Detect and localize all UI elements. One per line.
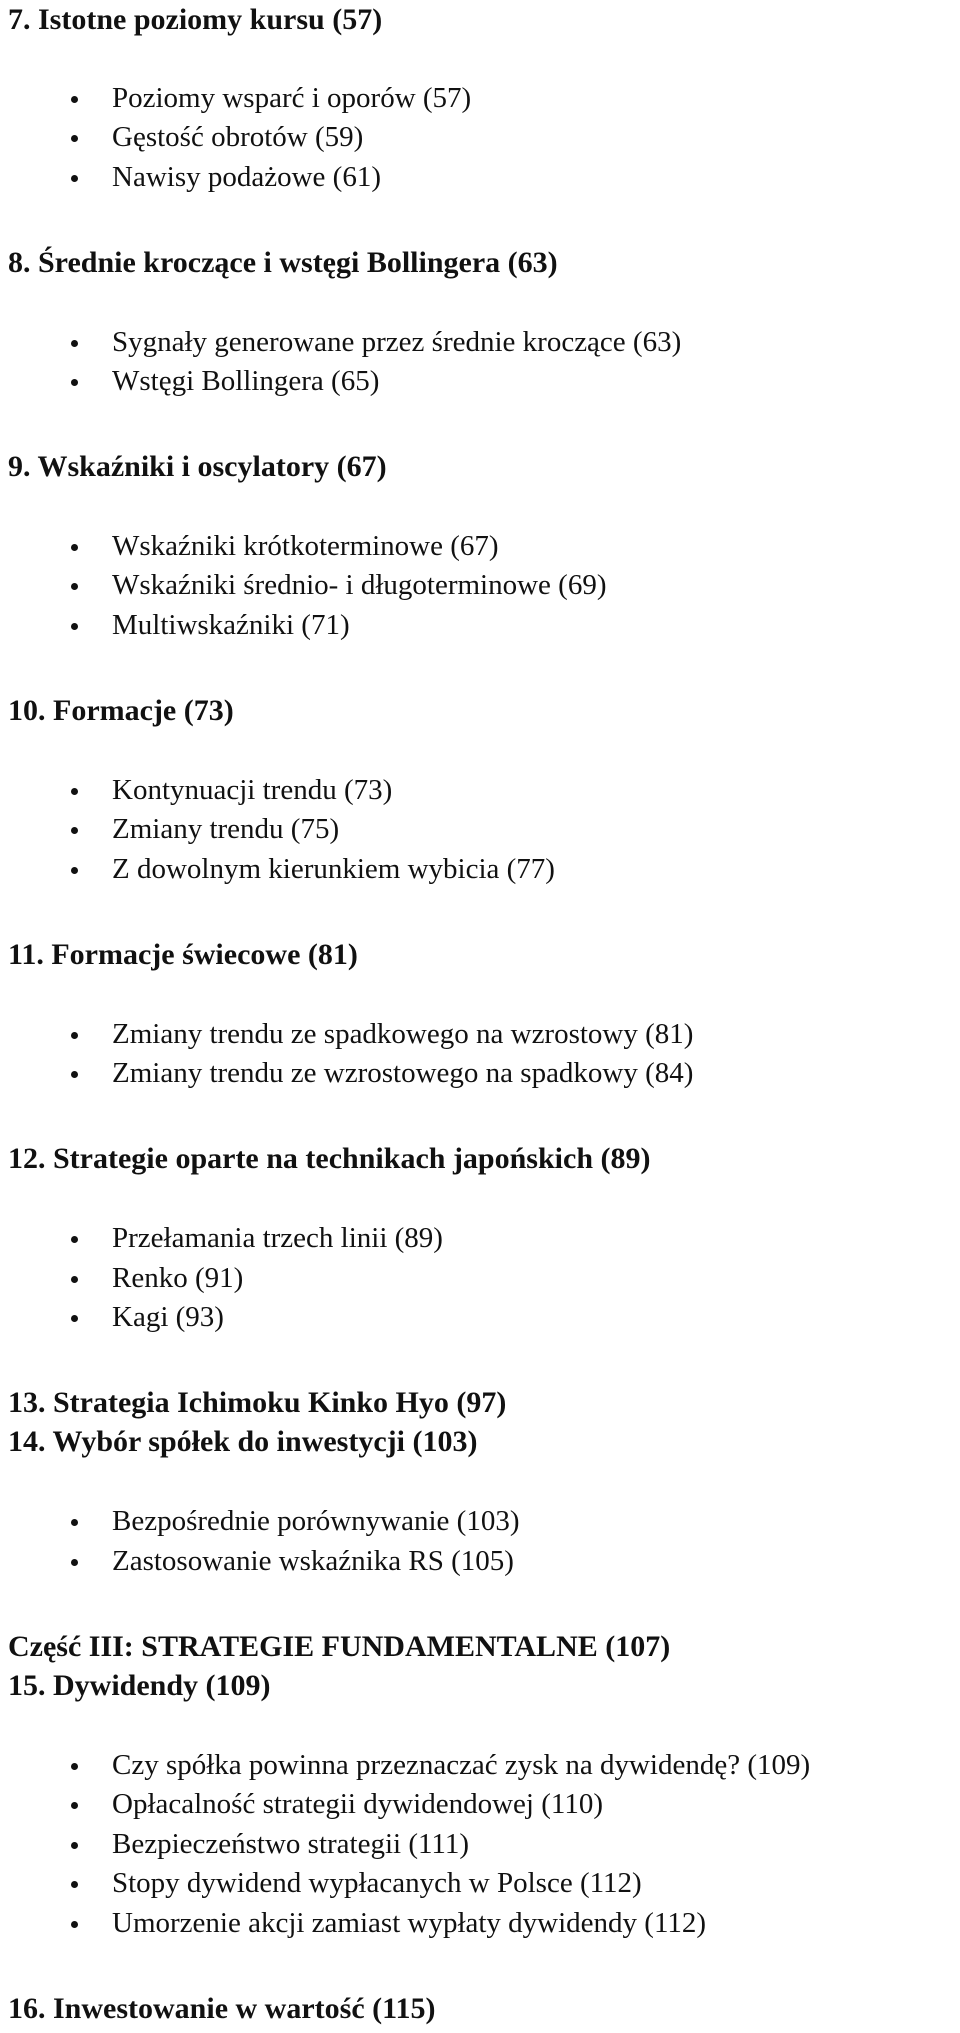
- list-item: Wskaźniki krótkoterminowe (67): [8, 526, 499, 566]
- chapter-heading: 12. Strategie oparte na technikach japońskich (89): [8, 1142, 651, 1175]
- list-item: Z dowolnym kierunkiem wybicia (77): [8, 849, 555, 889]
- list-item: Opłacalność strategii dywidendowej (110): [8, 1784, 603, 1824]
- list-item: Zastosowanie wskaźnika RS (105): [8, 1541, 514, 1581]
- list-item: Renko (91): [8, 1258, 243, 1298]
- list-item: Kontynuacji trendu (73): [8, 770, 392, 810]
- chapter-heading: 9. Wskaźniki i oscylatory (67): [8, 450, 387, 483]
- list-item: Wskaźniki średnio- i długoterminowe (69): [8, 565, 607, 605]
- chapter-heading: 11. Formacje świecowe (81): [8, 938, 358, 971]
- list-item: Bezpośrednie porównywanie (103): [8, 1501, 520, 1541]
- list-item: Nawisy podażowe (61): [8, 157, 381, 197]
- chapter-heading: Część III: STRATEGIE FUNDAMENTALNE (107): [8, 1630, 671, 1663]
- list-item: Zmiany trendu ze spadkowego na wzrostowy (81): [8, 1014, 693, 1054]
- list-item: Multiwskaźniki (71): [8, 605, 350, 645]
- chapter-heading: 16. Inwestowanie w wartość (115): [8, 1992, 436, 2025]
- chapter-heading: 10. Formacje (73): [8, 694, 234, 727]
- list-item: Poziomy wsparć i oporów (57): [8, 78, 471, 118]
- chapter-heading: 8. Średnie kroczące i wstęgi Bollingera (63): [8, 246, 558, 279]
- list-item: Zmiany trendu ze wzrostowego na spadkowy (84): [8, 1053, 693, 1093]
- list-item: Wstęgi Bollingera (65): [8, 361, 379, 401]
- chapter-heading: 7. Istotne poziomy kursu (57): [8, 3, 383, 36]
- chapter-heading: 13. Strategia Ichimoku Kinko Hyo (97): [8, 1386, 507, 1419]
- list-item: Przełamania trzech linii (89): [8, 1218, 443, 1258]
- list-item: Zmiany trendu (75): [8, 809, 339, 849]
- list-item: Bezpieczeństwo strategii (111): [8, 1824, 469, 1864]
- chapter-heading: 14. Wybór spółek do inwestycji (103): [8, 1425, 478, 1458]
- list-item: Czy spółka powinna przeznaczać zysk na dywidendę? (109): [8, 1745, 810, 1785]
- list-item: Umorzenie akcji zamiast wypłaty dywidendy (112): [8, 1903, 706, 1943]
- list-item: Stopy dywidend wypłacanych w Polsce (112): [8, 1863, 642, 1903]
- list-item: Sygnały generowane przez średnie kroczące (63): [8, 322, 681, 362]
- list-item: Kagi (93): [8, 1297, 224, 1337]
- list-item: Gęstość obrotów (59): [8, 117, 363, 157]
- chapter-heading: 15. Dywidendy (109): [8, 1669, 271, 1702]
